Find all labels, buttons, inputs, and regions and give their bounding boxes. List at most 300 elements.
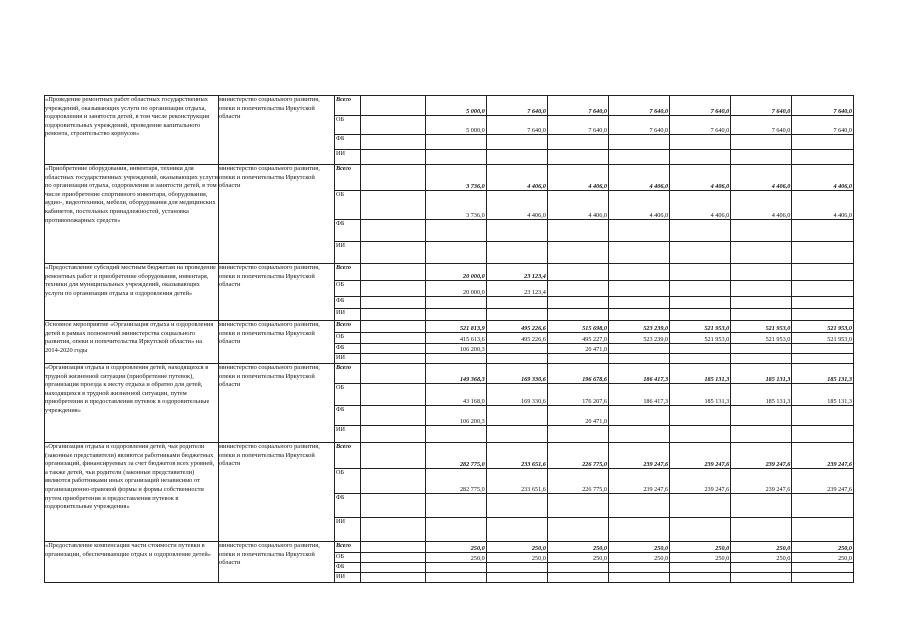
financing-block: [335, 165, 854, 264]
amount-cell: 4 406,0: [670, 165, 731, 190]
amount-cell: 7 640,0: [608, 96, 669, 115]
amount-cell: [608, 405, 669, 425]
amount-cell: [361, 149, 425, 164]
amount-cell: [670, 353, 731, 363]
funding-source-label: ФБ: [335, 296, 361, 308]
executor: министерство социального развития, опеки и попечительства Иркутской области: [219, 264, 335, 321]
funding-source-row: [335, 308, 853, 320]
amount-cell: 23 123,4: [486, 280, 547, 296]
funding-source-label: ОБ: [335, 332, 361, 343]
amount-cell: [486, 149, 547, 164]
financing-block: [335, 264, 854, 321]
funding-source-label: Всего: [335, 165, 361, 190]
amount-cell: 7 640,0: [670, 115, 731, 134]
amount-cell: 239 247,6: [792, 468, 853, 493]
funding-source-row: [335, 562, 853, 572]
amount-cell: 250,0: [792, 542, 853, 552]
amount-cell: [486, 425, 547, 442]
amount-cell: 7 640,0: [731, 115, 792, 134]
amount-cell: [608, 493, 669, 517]
amount-cell: [792, 353, 853, 363]
amount-cell: [792, 572, 853, 582]
amount-cell: 3 736,0: [425, 190, 486, 219]
funding-source-label: ИИ: [335, 425, 361, 442]
funding-source-row: [335, 443, 853, 468]
amount-cell: 495 227,0: [547, 332, 608, 343]
amount-cell: 521 953,0: [731, 321, 792, 332]
activity-name: «Приобретение оборудования, инвентаря, техники для областных государственных учреждений, оказывающих услуги по организации отдыха, оздоровления и занятости детей, в том числе приобретение спортивного инвентаря, оборудования, аудио-, видеотехники, мебели, оборудования для медицинских кабинетов, постельных принадлежностей, установка противопожарных средств»: [45, 165, 219, 264]
activity-name: «Предоставление компенсации части стоимости путевки в организации, обеспечивающие отдых и оздоровление детей»: [45, 542, 219, 583]
funding-source-label: ИИ: [335, 572, 361, 582]
funding-source-row: [335, 280, 853, 296]
amount-cell: 523 239,0: [608, 321, 669, 332]
amount-cell: [425, 308, 486, 320]
amount-cell: 7 640,0: [547, 115, 608, 134]
amount-cell: [361, 96, 425, 115]
funding-source-row: [335, 264, 853, 280]
amount-cell: [486, 405, 547, 425]
financing-block: [335, 321, 854, 364]
amount-cell: 515 698,0: [547, 321, 608, 332]
funding-source-row: [335, 405, 853, 425]
amount-cell: 7 640,0: [486, 115, 547, 134]
funding-source-row: [335, 332, 853, 343]
amount-cell: [731, 405, 792, 425]
amount-cell: [361, 443, 425, 468]
amount-cell: [361, 264, 425, 280]
amount-cell: [792, 149, 853, 164]
amount-cell: [361, 562, 425, 572]
amount-cell: 7 640,0: [792, 115, 853, 134]
amount-cell: [486, 134, 547, 149]
financing-table: [335, 96, 853, 164]
amount-cell: [361, 542, 425, 552]
funding-source-label: Всего: [335, 264, 361, 280]
financing-block: [335, 96, 854, 165]
amount-cell: [547, 353, 608, 363]
funding-source-label: ФБ: [335, 493, 361, 517]
amount-cell: [608, 425, 669, 442]
funding-source-row: [335, 115, 853, 134]
amount-cell: [792, 493, 853, 517]
funding-source-label: Всего: [335, 443, 361, 468]
program-row: [45, 364, 854, 443]
amount-cell: 521 813,9: [425, 321, 486, 332]
funding-source-row: [335, 96, 853, 115]
amount-cell: [670, 343, 731, 353]
amount-cell: 4 406,0: [608, 165, 669, 190]
amount-cell: [731, 308, 792, 320]
activity-name: «Проведение ремонтных работ областных государственных учреждений, оказывающих услуги по организации отдыха, оздоровления и занятости детей, в том числе реконструкция оздоровительных учреждений, проведение капитального ремонта, строительство корпусов»: [45, 96, 219, 165]
amount-cell: 239 247,6: [608, 468, 669, 493]
amount-cell: [547, 493, 608, 517]
amount-cell: [486, 296, 547, 308]
funding-source-label: ФБ: [335, 134, 361, 149]
amount-cell: [731, 425, 792, 442]
amount-cell: [361, 364, 425, 383]
amount-cell: [792, 405, 853, 425]
amount-cell: [731, 134, 792, 149]
funding-source-row: [335, 343, 853, 353]
amount-cell: [731, 562, 792, 572]
amount-cell: 20 000,0: [425, 264, 486, 280]
amount-cell: [547, 280, 608, 296]
amount-cell: 495 226,6: [486, 332, 547, 343]
amount-cell: [547, 562, 608, 572]
amount-cell: 185 131,3: [731, 383, 792, 405]
funding-source-label: ФБ: [335, 562, 361, 572]
amount-cell: 4 406,0: [608, 190, 669, 219]
amount-cell: [608, 219, 669, 241]
amount-cell: 250,0: [731, 542, 792, 552]
funding-source-row: [335, 493, 853, 517]
amount-cell: [670, 493, 731, 517]
amount-cell: [608, 343, 669, 353]
amount-cell: [425, 425, 486, 442]
amount-cell: [361, 552, 425, 562]
funding-source-row: [335, 468, 853, 493]
financing-block: [335, 542, 854, 583]
funding-source-label: ИИ: [335, 241, 361, 263]
amount-cell: [361, 280, 425, 296]
amount-cell: 7 640,0: [792, 96, 853, 115]
amount-cell: [731, 296, 792, 308]
executor: министерство социального развития, опеки и попечительства Иркутской области: [219, 96, 335, 165]
funding-source-row: [335, 542, 853, 552]
amount-cell: [361, 353, 425, 363]
amount-cell: [670, 308, 731, 320]
funding-source-label: ИИ: [335, 308, 361, 320]
amount-cell: 282 775,0: [425, 443, 486, 468]
funding-source-row: [335, 149, 853, 164]
amount-cell: 250,0: [608, 552, 669, 562]
amount-cell: [547, 241, 608, 263]
amount-cell: [670, 517, 731, 541]
amount-cell: 7 640,0: [670, 96, 731, 115]
amount-cell: [731, 219, 792, 241]
amount-cell: [670, 296, 731, 308]
program-row: [45, 96, 854, 165]
amount-cell: [486, 343, 547, 353]
amount-cell: [547, 296, 608, 308]
amount-cell: [608, 562, 669, 572]
amount-cell: 250,0: [547, 542, 608, 552]
funding-source-label: ОБ: [335, 552, 361, 562]
amount-cell: [547, 264, 608, 280]
funding-source-row: [335, 353, 853, 363]
funding-source-label: ФБ: [335, 343, 361, 353]
amount-cell: [361, 572, 425, 582]
amount-cell: [547, 572, 608, 582]
amount-cell: 282 775,0: [425, 468, 486, 493]
amount-cell: 20 000,0: [425, 280, 486, 296]
funding-source-row: [335, 241, 853, 263]
amount-cell: [608, 264, 669, 280]
amount-cell: 250,0: [486, 542, 547, 552]
amount-cell: 169 330,6: [486, 364, 547, 383]
amount-cell: 250,0: [670, 552, 731, 562]
amount-cell: 250,0: [486, 552, 547, 562]
financing-table: [335, 321, 853, 363]
amount-cell: [486, 241, 547, 263]
amount-cell: 4 406,0: [547, 190, 608, 219]
amount-cell: [608, 134, 669, 149]
amount-cell: [361, 332, 425, 343]
program-financing-table: [44, 95, 854, 583]
funding-source-label: ФБ: [335, 405, 361, 425]
program-row: [45, 321, 854, 364]
financing-table: [335, 364, 853, 442]
amount-cell: 20 471,0: [547, 405, 608, 425]
amount-cell: [547, 134, 608, 149]
amount-cell: [361, 468, 425, 493]
amount-cell: 4 406,0: [792, 190, 853, 219]
amount-cell: 523 239,0: [608, 332, 669, 343]
activity-name: «Организация отдыха и оздоровления детей, чьи родители (законные представители) являются работниками бюджетных организаций, финансируемых за счет бюджетов всех уровней, а также детей, чьи родители (законные представители) являются работниками иных организаций независимо от организационно-правовой формы и формы собственности путем приобретения и предоставления путевок в оздоровительные учреждения»: [45, 443, 219, 542]
amount-cell: [361, 165, 425, 190]
amount-cell: [425, 241, 486, 263]
amount-cell: 5 000,0: [425, 96, 486, 115]
activity-name: Основное мероприятие «Организация отдыха и оздоровления детей в рамках полномочий министерства социального развития, опеки и попечительства Иркутской области» на 2014-2020 годы: [45, 321, 219, 364]
amount-cell: [608, 149, 669, 164]
funding-source-row: [335, 219, 853, 241]
program-row: [45, 165, 854, 264]
executor: министерство социального развития, опеки и попечительства Иркутской области: [219, 165, 335, 264]
amount-cell: 185 131,3: [792, 364, 853, 383]
financing-table: [335, 542, 853, 582]
amount-cell: 185 131,3: [731, 364, 792, 383]
amount-cell: 4 406,0: [547, 165, 608, 190]
amount-cell: [608, 280, 669, 296]
funding-source-label: Всего: [335, 364, 361, 383]
funding-source-label: ОБ: [335, 468, 361, 493]
amount-cell: 185 131,3: [670, 383, 731, 405]
amount-cell: [547, 219, 608, 241]
amount-cell: [425, 562, 486, 572]
amount-cell: [731, 353, 792, 363]
amount-cell: [670, 425, 731, 442]
amount-cell: [670, 241, 731, 263]
amount-cell: [425, 149, 486, 164]
amount-cell: [425, 219, 486, 241]
amount-cell: [608, 241, 669, 263]
amount-cell: [425, 353, 486, 363]
amount-cell: 226 775,0: [547, 468, 608, 493]
funding-source-label: Всего: [335, 321, 361, 332]
amount-cell: 495 226,6: [486, 321, 547, 332]
amount-cell: [670, 572, 731, 582]
amount-cell: 521 953,0: [670, 321, 731, 332]
amount-cell: 250,0: [731, 552, 792, 562]
amount-cell: [361, 115, 425, 134]
amount-cell: [547, 149, 608, 164]
amount-cell: [792, 517, 853, 541]
amount-cell: 3 736,0: [425, 165, 486, 190]
amount-cell: [361, 296, 425, 308]
amount-cell: 20 471,0: [547, 343, 608, 353]
amount-cell: [425, 517, 486, 541]
amount-cell: [670, 219, 731, 241]
financing-table: [335, 443, 853, 541]
funding-source-row: [335, 572, 853, 582]
amount-cell: [361, 219, 425, 241]
amount-cell: 521 953,0: [670, 332, 731, 343]
amount-cell: 186 417,3: [608, 383, 669, 405]
amount-cell: [792, 343, 853, 353]
amount-cell: [670, 280, 731, 296]
amount-cell: 4 406,0: [670, 190, 731, 219]
amount-cell: [425, 134, 486, 149]
amount-cell: 106 200,3: [425, 405, 486, 425]
amount-cell: 7 640,0: [608, 115, 669, 134]
amount-cell: [361, 241, 425, 263]
amount-cell: [731, 572, 792, 582]
amount-cell: [361, 405, 425, 425]
amount-cell: [792, 308, 853, 320]
amount-cell: [547, 425, 608, 442]
amount-cell: [425, 572, 486, 582]
funding-source-label: ИИ: [335, 353, 361, 363]
amount-cell: 415 613,6: [425, 332, 486, 343]
amount-cell: [670, 264, 731, 280]
amount-cell: 7 640,0: [731, 96, 792, 115]
amount-cell: 4 406,0: [731, 190, 792, 219]
executor: министерство социального развития, опеки и попечительства Иркутской области: [219, 364, 335, 443]
amount-cell: 521 953,0: [792, 332, 853, 343]
amount-cell: [486, 517, 547, 541]
program-row: [45, 264, 854, 321]
amount-cell: [670, 134, 731, 149]
financing-block: [335, 364, 854, 443]
amount-cell: [608, 517, 669, 541]
funding-source-row: [335, 296, 853, 308]
amount-cell: [486, 572, 547, 582]
financing-table: [335, 264, 853, 320]
amount-cell: [361, 517, 425, 541]
amount-cell: 7 640,0: [486, 96, 547, 115]
amount-cell: 239 247,6: [731, 468, 792, 493]
amount-cell: [361, 134, 425, 149]
funding-source-row: [335, 165, 853, 190]
amount-cell: [361, 343, 425, 353]
amount-cell: [547, 308, 608, 320]
financing-table: [335, 165, 853, 263]
amount-cell: [361, 321, 425, 332]
amount-cell: [792, 425, 853, 442]
amount-cell: [731, 517, 792, 541]
funding-source-row: [335, 383, 853, 405]
amount-cell: 43 168,0: [425, 383, 486, 405]
amount-cell: [731, 280, 792, 296]
amount-cell: 250,0: [547, 552, 608, 562]
amount-cell: 250,0: [608, 542, 669, 552]
amount-cell: [792, 264, 853, 280]
funding-source-label: Всего: [335, 96, 361, 115]
amount-cell: [670, 405, 731, 425]
funding-source-label: ОБ: [335, 115, 361, 134]
amount-cell: 196 678,6: [547, 364, 608, 383]
program-row: [45, 443, 854, 542]
amount-cell: 250,0: [792, 552, 853, 562]
executor: министерство социального развития, опеки и попечительства Иркутской области: [219, 321, 335, 364]
program-table-page: [44, 95, 853, 583]
amount-cell: 106 200,3: [425, 343, 486, 353]
amount-cell: [792, 219, 853, 241]
executor: министерство социального развития, опеки и попечительства Иркутской области: [219, 443, 335, 542]
amount-cell: [608, 308, 669, 320]
amount-cell: 169 330,6: [486, 383, 547, 405]
amount-cell: 233 651,6: [486, 443, 547, 468]
amount-cell: [792, 134, 853, 149]
amount-cell: [670, 149, 731, 164]
amount-cell: [731, 493, 792, 517]
amount-cell: 250,0: [425, 552, 486, 562]
amount-cell: [361, 190, 425, 219]
funding-source-label: ОБ: [335, 383, 361, 405]
funding-source-label: ИИ: [335, 517, 361, 541]
funding-source-row: [335, 321, 853, 332]
amount-cell: 4 406,0: [486, 190, 547, 219]
amount-cell: 226 775,0: [547, 443, 608, 468]
funding-source-row: [335, 517, 853, 541]
funding-source-row: [335, 190, 853, 219]
amount-cell: [792, 280, 853, 296]
amount-cell: [425, 493, 486, 517]
amount-cell: [486, 562, 547, 572]
program-row: [45, 542, 854, 583]
activity-name: «Предоставление субсидий местным бюджетам на проведение ремонтных работ и приобретение оборудования, инвентаря, техники для муниципальных учреждений, оказывающих услуги по организации отдыха и оздоровления детей»: [45, 264, 219, 321]
amount-cell: [731, 241, 792, 263]
funding-source-label: ОБ: [335, 280, 361, 296]
amount-cell: [731, 149, 792, 164]
amount-cell: 185 131,3: [792, 383, 853, 405]
amount-cell: [361, 425, 425, 442]
amount-cell: 250,0: [425, 542, 486, 552]
amount-cell: [486, 493, 547, 517]
amount-cell: 239 247,6: [670, 443, 731, 468]
amount-cell: 4 406,0: [731, 165, 792, 190]
funding-source-row: [335, 364, 853, 383]
amount-cell: 233 651,6: [486, 468, 547, 493]
amount-cell: 185 131,3: [670, 364, 731, 383]
amount-cell: 4 406,0: [486, 165, 547, 190]
financing-block: [335, 443, 854, 542]
amount-cell: 186 417,3: [608, 364, 669, 383]
funding-source-label: ИИ: [335, 149, 361, 164]
funding-source-row: [335, 134, 853, 149]
amount-cell: [425, 296, 486, 308]
amount-cell: 239 247,6: [670, 468, 731, 493]
amount-cell: 176 207,6: [547, 383, 608, 405]
amount-cell: [792, 296, 853, 308]
amount-cell: 250,0: [670, 542, 731, 552]
amount-cell: [608, 296, 669, 308]
amount-cell: [670, 562, 731, 572]
amount-cell: [486, 219, 547, 241]
executor: министерство социального развития, опеки и попечительства Иркутской области: [219, 542, 335, 583]
amount-cell: [361, 383, 425, 405]
activity-name: «Организация отдыха и оздоровления детей, находящихся в трудной жизненной ситуации (приобретение путевок), организация проезда к месту отдыха и обратно для детей, находящихся в трудной жизненной ситуации, путем приобретения и предоставления путевок в оздоровительные учреждения»: [45, 364, 219, 443]
amount-cell: [792, 241, 853, 263]
funding-source-row: [335, 425, 853, 442]
funding-source-label: ОБ: [335, 190, 361, 219]
amount-cell: 23 123,4: [486, 264, 547, 280]
amount-cell: 521 953,0: [731, 332, 792, 343]
funding-source-label: ФБ: [335, 219, 361, 241]
amount-cell: [486, 308, 547, 320]
amount-cell: 521 953,0: [792, 321, 853, 332]
amount-cell: [547, 517, 608, 541]
